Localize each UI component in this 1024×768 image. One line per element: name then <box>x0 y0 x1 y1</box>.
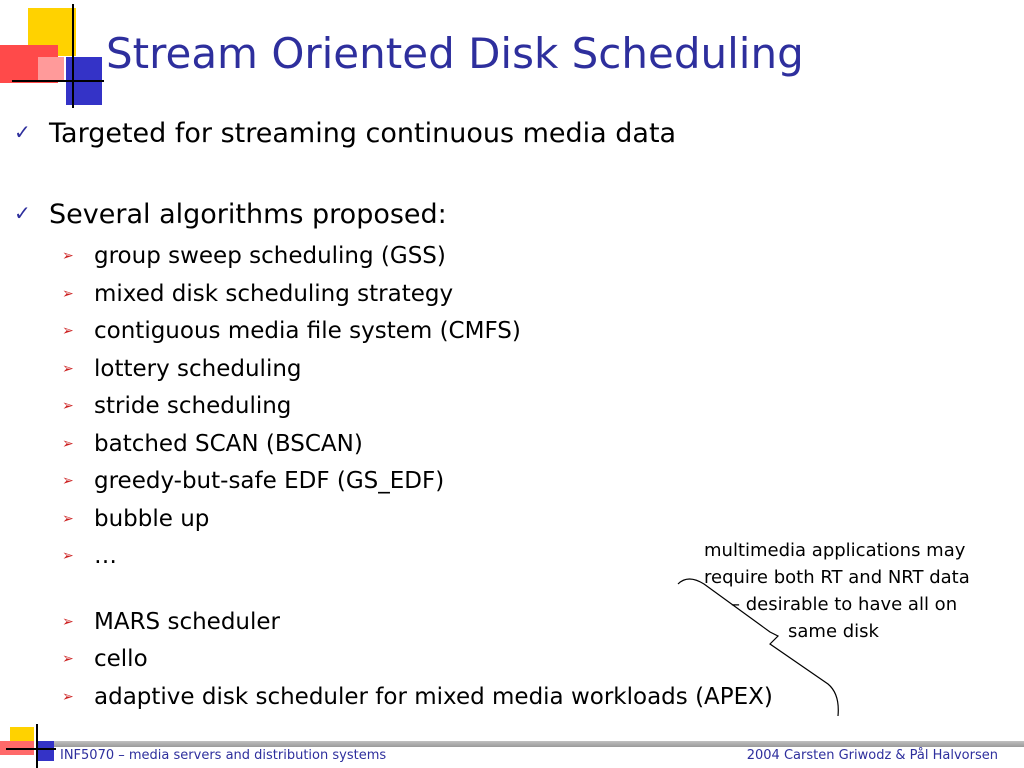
list-item-text: group sweep scheduling (GSS) <box>94 243 446 269</box>
footer-author-text: 2004 Carsten Griwodz & Pål Halvorsen <box>746 748 998 763</box>
footer-logo-horizontal-line <box>6 748 56 750</box>
arrow-bullet-icon: ➢ <box>62 398 74 414</box>
logo-horizontal-line <box>12 80 104 82</box>
footer-bar <box>40 741 1024 747</box>
arrow-bullet-icon: ➢ <box>62 473 74 489</box>
logo-pink-block <box>38 57 64 81</box>
arrow-bullet-icon: ➢ <box>62 510 74 527</box>
slide-title: Stream Oriented Disk Scheduling <box>106 29 804 78</box>
arrow-bullet-icon: ➢ <box>62 613 74 630</box>
bullet-text: Several algorithms proposed: <box>49 199 447 230</box>
list-item-text: stride scheduling <box>94 393 292 419</box>
list-item <box>62 501 862 539</box>
list-item <box>62 238 862 276</box>
arrow-bullet-icon: ➢ <box>62 360 74 377</box>
check-icon: ✓ <box>14 201 31 225</box>
arrow-bullet-icon: ➢ <box>62 323 74 339</box>
list-item-text: mixed disk scheduling strategy <box>94 280 454 307</box>
list-item <box>62 463 862 501</box>
arrow-bullet-icon: ➢ <box>62 285 74 302</box>
logo-vertical-line <box>72 4 74 108</box>
check-icon: ✓ <box>14 120 31 144</box>
callout-brace <box>670 570 860 720</box>
list-item <box>62 351 862 389</box>
footer-course-text: INF5070 – media servers and distribution systems <box>60 748 387 763</box>
callout-line: – desirable to have all on <box>731 594 958 615</box>
list-item <box>62 276 862 314</box>
callout-line: multimedia applications may <box>704 540 966 561</box>
footer-logo-blue <box>38 741 54 761</box>
arrow-bullet-icon: ➢ <box>62 688 74 705</box>
list-item-text: MARS scheduler <box>94 608 280 635</box>
list-item <box>62 388 862 426</box>
arrow-bullet-icon: ➢ <box>62 248 74 264</box>
arrow-bullet-icon: ➢ <box>62 651 74 667</box>
list-item-text: adaptive disk scheduler for mixed media workloads (APEX) <box>94 683 773 710</box>
list-item-text: batched SCAN (BSCAN) <box>94 430 363 457</box>
footer-logo-vertical-line <box>36 724 38 768</box>
arrow-bullet-icon: ➢ <box>62 435 74 452</box>
list-item-text: contiguous media file system (CMFS) <box>94 318 521 344</box>
list-item-text: greedy-but-safe EDF (GS_EDF) <box>94 468 445 494</box>
list-item-text: lottery scheduling <box>94 355 302 382</box>
list-item-text: … <box>94 543 117 569</box>
callout-line: same disk <box>788 621 879 642</box>
bullet-text: Targeted for streaming continuous media data <box>49 118 677 149</box>
list-item <box>62 426 862 464</box>
list-item-text: cello <box>94 646 148 672</box>
callout-line: require both RT and NRT data <box>704 567 970 588</box>
list-item-text: bubble up <box>94 505 210 532</box>
list-item <box>62 313 862 351</box>
arrow-bullet-icon: ➢ <box>62 548 74 564</box>
